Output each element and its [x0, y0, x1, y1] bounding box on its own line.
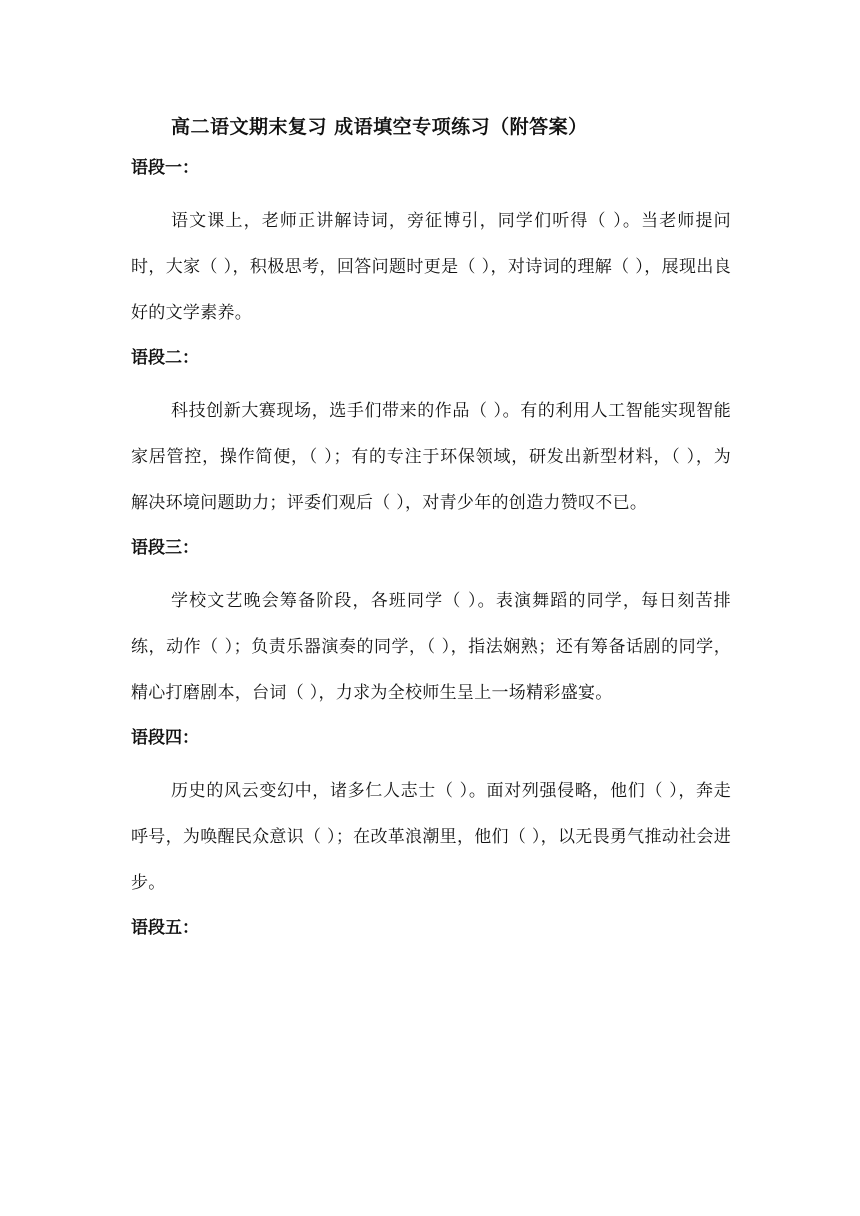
document-page [131, 112, 731, 958]
section-paragraph: 科技创新大赛现场，选手们带来的作品（ ）。有的利用人工智能实现智能家居管控，操作简便，（ ）；有的专注于环保领域，研发出新型材料，（ ），为解决环境问题助力；评委们观后（ ），对青少年的创造力赞叹不已。 [131, 401, 731, 513]
section-heading: 语段五： [131, 918, 199, 938]
section-4 [131, 724, 731, 906]
section-1 [131, 154, 731, 336]
document-title: 高二语文期末复习 成语填空专项练习（附答案） [171, 116, 588, 138]
section-heading: 语段一： [131, 158, 199, 178]
section-paragraph: 语文课上，老师正讲解诗词，旁征博引，同学们听得（ ）。当老师提问时，大家（ ），积极思考，回答问题时更是（ ），对诗词的理解（ ），展现出良好的文学素养。 [131, 211, 731, 323]
section-heading: 语段二： [131, 348, 199, 368]
section-paragraph: 历史的风云变幻中，诸多仁人志士（ ）。面对列强侵略，他们（ ），奔走呼号，为唤醒民众意识（ ）；在改革浪潮里，他们（ ），以无畏勇气推动社会进步。 [131, 781, 731, 893]
section-heading: 语段四： [131, 728, 199, 748]
section-3 [131, 534, 731, 716]
section-5 [131, 914, 731, 942]
section-paragraph: 学校文艺晚会筹备阶段，各班同学（ ）。表演舞蹈的同学，每日刻苦排练，动作（ ）；负责乐器演奏的同学，（ ），指法娴熟；还有筹备话剧的同学，精心打磨剧本，台词（ ），力求为全校师生呈上一场精彩盛宴。 [131, 591, 731, 703]
section-2 [131, 344, 731, 526]
section-heading: 语段三： [131, 538, 199, 558]
